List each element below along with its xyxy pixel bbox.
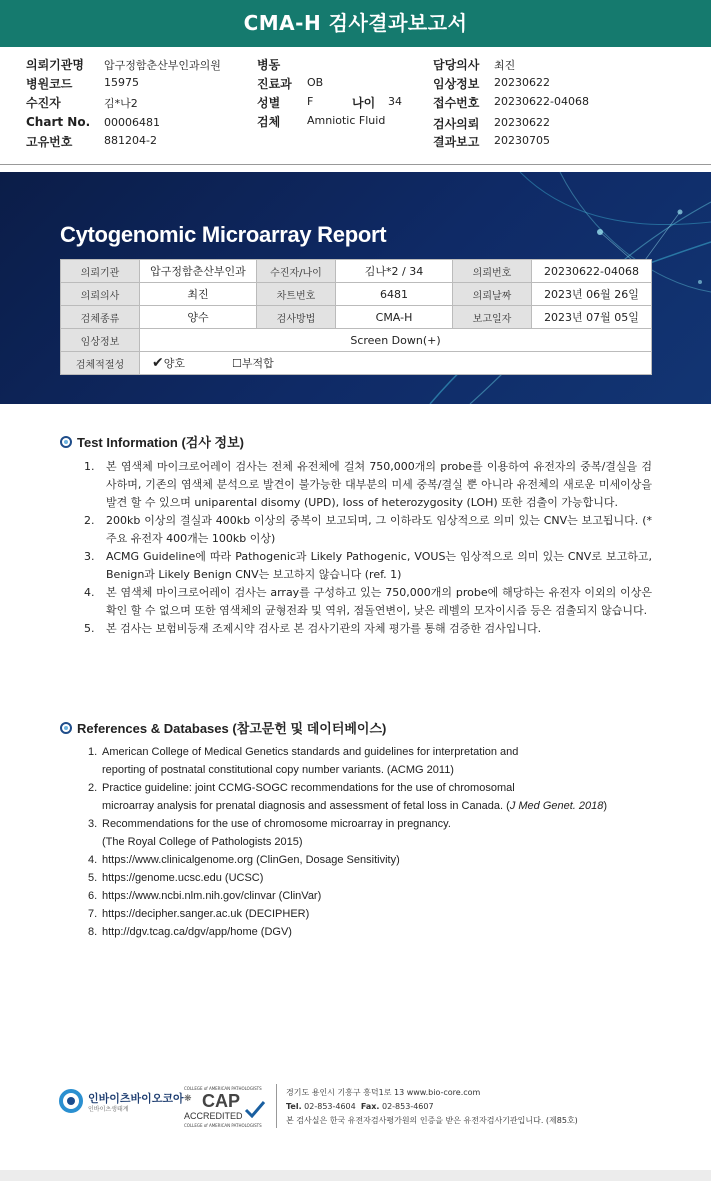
table-cell: 압구정함춘산부인과 bbox=[140, 260, 257, 283]
item-text: 본 검사는 보험비등재 조제시약 검사로 본 검사기관의 자체 평가를 통해 검증한 검사입니다. bbox=[106, 622, 542, 635]
footer bbox=[58, 1082, 658, 1132]
table-cell: 20230622-04068 bbox=[532, 260, 652, 283]
table-cell: 검사방법 bbox=[257, 306, 336, 329]
ref-line: reporting of postnatal constitutional copy number variants. (ACMG 2011) bbox=[102, 764, 454, 776]
table-cell: 검체적절성 bbox=[61, 352, 140, 375]
item-number: 7. bbox=[88, 908, 98, 920]
certification-note: 본 검사실은 한국 유전자검사평가원의 인증을 받은 유전자검사기관입니다. (제85호) bbox=[286, 1116, 578, 1125]
clinical-info-value: Screen Down(+) bbox=[140, 329, 652, 352]
ref-link[interactable]: https://www.clinicalgenome.org (ClinGen, Dosage Sensitivity) bbox=[102, 854, 400, 866]
header-value: F bbox=[307, 95, 314, 108]
header-label: 임상정보 bbox=[433, 77, 480, 91]
cap-accredited: ACCREDITED bbox=[184, 1111, 243, 1121]
ref-line: microarray analysis for prenatal diagnosis and assessment of fetal loss in Canada. ( bbox=[102, 800, 510, 812]
table-cell: 6481 bbox=[336, 283, 453, 306]
list-item bbox=[88, 923, 678, 941]
item-number: 8. bbox=[88, 926, 98, 938]
ref-link[interactable]: http://dgv.tcag.ca/dgv/app/home (DGV) bbox=[102, 926, 292, 938]
suitability-good: 양호 bbox=[163, 357, 185, 370]
fax: 02-853-4607 bbox=[381, 1102, 434, 1111]
table-row bbox=[61, 329, 652, 352]
table-cell: 보고일자 bbox=[453, 306, 532, 329]
contact-line bbox=[286, 1100, 578, 1114]
cap-seal-icon: ❋ bbox=[184, 1094, 192, 1104]
list-item bbox=[88, 869, 678, 887]
list-item bbox=[84, 512, 652, 548]
ref-line: American College of Medical Genetics standards and guidelines for interpretation and bbox=[102, 746, 519, 758]
bottom-bar bbox=[0, 1170, 711, 1181]
header-value: 34 bbox=[388, 95, 402, 108]
header-value: 00006481 bbox=[104, 116, 160, 129]
list-item bbox=[84, 620, 652, 638]
company-logo-icon bbox=[58, 1088, 84, 1114]
item-number: 3. bbox=[84, 550, 95, 563]
header-value: Amniotic Fluid bbox=[307, 114, 386, 127]
cap-text: CAP bbox=[202, 1091, 241, 1111]
table-cell: 임상정보 bbox=[61, 329, 140, 352]
header-value: 20230622-04068 bbox=[494, 95, 589, 108]
ref-link[interactable]: https://decipher.sanger.ac.uk (DECIPHER) bbox=[102, 908, 310, 920]
section-bullet-icon bbox=[60, 722, 72, 734]
list-item bbox=[88, 815, 678, 851]
table-cell: 의뢰의사 bbox=[61, 283, 140, 306]
header-label: 고유번호 bbox=[26, 135, 73, 149]
table-cell: 수진자/나이 bbox=[257, 260, 336, 283]
fax-label: Fax. bbox=[360, 1102, 380, 1111]
table-row bbox=[61, 352, 652, 375]
header-label: 접수번호 bbox=[433, 96, 480, 110]
table-cell: 의뢰기관 bbox=[61, 260, 140, 283]
header-value: 최진 bbox=[494, 59, 516, 72]
table-row bbox=[61, 260, 652, 283]
header-label: 수진자 bbox=[26, 96, 61, 110]
list-item bbox=[88, 887, 678, 905]
table-cell: 최진 bbox=[140, 283, 257, 306]
section-title: References & Databases (참고문헌 및 데이터베이스) bbox=[77, 721, 387, 736]
table-row bbox=[61, 306, 652, 329]
ref-link[interactable]: https://www.ncbi.nlm.nih.gov/clinvar (ClinVar) bbox=[102, 890, 322, 902]
item-text: 본 염색체 마이크로어레이 검사는 array를 구성하고 있는 750,000개의 probe에 해당하는 유전자 이외의 이상은 확인 할 수 없으며 또한 염색체의 균형전좌 및 역위, 점돌연변이, 낮은 레벨의 모자이시즘 등은 검출되지 않습니다. bbox=[106, 586, 652, 617]
header-value: 881204-2 bbox=[104, 134, 157, 147]
header-label: 의뢰기관명 bbox=[26, 58, 84, 72]
header-label: 병원코드 bbox=[26, 77, 73, 91]
table-cell: 2023년 06월 26일 bbox=[532, 283, 652, 306]
report-info-table bbox=[60, 259, 652, 375]
ref-link[interactable]: https://genome.ucsc.edu (UCSC) bbox=[102, 872, 264, 884]
ref-line: Recommendations for the use of chromosome microarray in pregnancy. bbox=[102, 818, 451, 830]
header-label: 나이 bbox=[352, 96, 376, 110]
header-label: Chart No. bbox=[26, 115, 91, 129]
header-value: 15975 bbox=[104, 76, 139, 89]
item-number: 2. bbox=[84, 514, 95, 527]
header-value: 20230622 bbox=[494, 116, 550, 129]
header-label: 성별 bbox=[257, 96, 281, 110]
ref-line: ) bbox=[603, 800, 608, 812]
test-info-heading bbox=[60, 432, 244, 451]
unchecked-checkbox: ☐ bbox=[232, 357, 242, 370]
report-title: Cytogenomic Microarray Report bbox=[60, 222, 387, 247]
item-number: 5. bbox=[84, 622, 95, 635]
cap-org-text: COLLEGE of AMERICAN PATHOLOGISTS bbox=[184, 1123, 262, 1128]
patient-header bbox=[0, 47, 711, 165]
tel-label: Tel. bbox=[286, 1102, 302, 1111]
item-number: 2. bbox=[88, 782, 98, 794]
ref-line: (The Royal College of Pathologists 2015) bbox=[102, 836, 303, 848]
table-cell: 의뢰번호 bbox=[453, 260, 532, 283]
footer-divider bbox=[276, 1084, 277, 1128]
header-label: 결과보고 bbox=[433, 135, 480, 149]
header-value: 20230622 bbox=[494, 76, 550, 89]
tel: 02-853-4604 bbox=[304, 1102, 356, 1111]
list-item bbox=[88, 779, 678, 815]
divider bbox=[0, 164, 711, 165]
item-number: 4. bbox=[84, 586, 95, 599]
suitability-bad: 부적합 bbox=[241, 357, 274, 370]
list-item bbox=[88, 905, 678, 923]
item-text: 200kb 이상의 결실과 400kb 이상의 중복이 보고되며, 그 이하라도 임상적으로 의미 있는 CNV는 보고됩니다. (*주요 유전자 400개는 100kb 이상) bbox=[106, 514, 652, 545]
list-item bbox=[84, 458, 652, 512]
checked-checkbox: ✔ bbox=[152, 355, 164, 371]
item-text: 본 염색체 마이크로어레이 검사는 전체 유전체에 걸쳐 750,000개의 probe를 이용하여 유전자의 중복/결실을 검사하며, 기존의 염색체 분석으로 발견이 불가능한 대부분의 미세 중복/결실 뿐 아니라 유전체의 새로운 미세이상을 발견 할 수 있으며 uniparental disomy (UPD), loss of heterozygosity (LOH) 또한 검출이 가능합니다. bbox=[106, 460, 652, 509]
item-number: 5. bbox=[88, 872, 98, 884]
ref-journal: J Med Genet. 2018 bbox=[509, 800, 604, 812]
references-list bbox=[88, 743, 678, 941]
table-cell: 양수 bbox=[140, 306, 257, 329]
header-value: OB bbox=[307, 76, 324, 89]
table-cell: 김나*2 / 34 bbox=[336, 260, 453, 283]
item-number: 6. bbox=[88, 890, 98, 902]
references-heading bbox=[60, 718, 386, 737]
header-label: 진료과 bbox=[257, 77, 292, 91]
table-cell: 차트번호 bbox=[257, 283, 336, 306]
header-value: 압구정함춘산부인과의원 bbox=[104, 59, 221, 72]
table-cell: 의뢰날짜 bbox=[453, 283, 532, 306]
section-bullet-icon bbox=[60, 436, 72, 448]
company-subtitle: 인바이츠생태계 bbox=[88, 1106, 129, 1113]
table-cell: CMA-H bbox=[336, 306, 453, 329]
table-cell: 검체종류 bbox=[61, 306, 140, 329]
item-number: 1. bbox=[84, 460, 95, 473]
header-value: 김*나2 bbox=[104, 97, 138, 110]
list-item bbox=[84, 584, 652, 620]
cap-org-text: COLLEGE of AMERICAN PATHOLOGISTS bbox=[184, 1086, 262, 1091]
list-item bbox=[88, 851, 678, 869]
header-label: 검사의뢰 bbox=[433, 117, 480, 131]
header-label: 병동 bbox=[257, 58, 281, 72]
suitability-options bbox=[140, 352, 652, 375]
list-item bbox=[84, 548, 652, 584]
item-number: 4. bbox=[88, 854, 98, 866]
header-label: 담당의사 bbox=[433, 58, 480, 72]
item-number: 1. bbox=[88, 746, 98, 758]
page-title: CMA-H 검사결과보고서 bbox=[0, 0, 711, 47]
report-banner bbox=[0, 172, 711, 404]
footer-address-block bbox=[286, 1086, 578, 1128]
test-info-list bbox=[84, 458, 652, 638]
cap-logo bbox=[184, 1086, 272, 1130]
table-row bbox=[61, 283, 652, 306]
checkmark-icon bbox=[244, 1100, 266, 1118]
address: 경기도 용인시 기흥구 흥덕1로 13 www.bio-core.com bbox=[286, 1088, 481, 1097]
section-title: Test Information (검사 정보) bbox=[77, 435, 244, 450]
header-value: 20230705 bbox=[494, 134, 550, 147]
list-item bbox=[88, 743, 678, 779]
item-number: 3. bbox=[88, 818, 98, 830]
table-cell: 2023년 07월 05일 bbox=[532, 306, 652, 329]
header-label: 검체 bbox=[257, 115, 281, 129]
ref-line: Practice guideline: joint CCMG-SOGC recommendations for the use of chromosomal bbox=[102, 782, 515, 794]
item-text: ACMG Guideline에 따라 Pathogenic과 Likely Pathogenic, VOUS는 임상적으로 의미 있는 CNV로 보고하고, Benign과 Likely Benign CNV는 보고하지 않습니다 (ref. 1) bbox=[106, 550, 652, 581]
company-name: 인바이츠바이오코아 bbox=[88, 1092, 184, 1105]
